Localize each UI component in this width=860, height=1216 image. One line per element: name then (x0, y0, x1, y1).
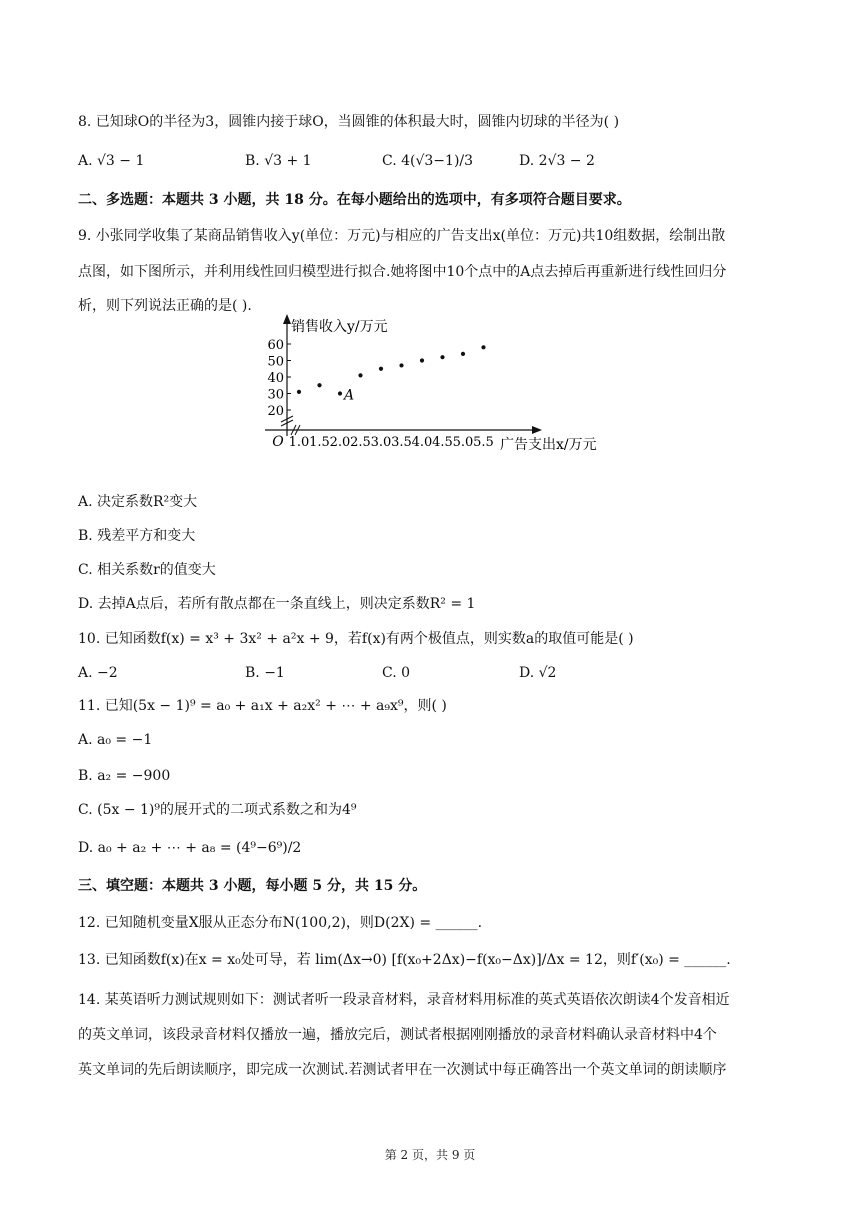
q14-line-1: 14. 某英语听力测试规则如下：测试者听一段录音材料，录音材料用标准的英式英语依次朗读4个发音相近 (78, 992, 730, 1008)
data-point (420, 358, 424, 362)
data-point (379, 367, 383, 371)
section-3-heading: 三、填空题：本题共 3 小题，每小题 5 分，共 15 分。 (78, 878, 427, 894)
q11-option-b: B. a₂ = −900 (78, 768, 171, 784)
q8-option-a: A. √3 − 1 (78, 153, 145, 169)
data-point (440, 355, 444, 359)
x-tick-label: 1.0 (288, 435, 310, 450)
data-point (317, 383, 321, 387)
q10-option-c: C. 0 (382, 665, 411, 681)
data-point (461, 352, 465, 356)
q9-stem-line-1: 9. 小张同学收集了某商品销售收入y(单位：万元)与相应的广告支出x(单位：万元)共10组数据，绘制出散 (78, 228, 726, 244)
q10-option-b: B. −1 (245, 665, 285, 681)
x-tick-label: 5.5 (473, 435, 494, 450)
q8-option-c: C. 4(√3−1)/3 (382, 153, 474, 169)
x-axis-label: 广告支出x/万元 (500, 437, 597, 452)
x-tick-label: 4.0 (411, 435, 433, 450)
q9-stem-line-2: 点图，如下图所示，并利用线性回归模型进行拟合.她将图中10个点中的A点去掉后再重新进行线性回归分 (78, 264, 727, 280)
x-tick-label: 2.5 (350, 435, 371, 450)
q9-option-c: C. 相关系数r的值变大 (78, 562, 216, 578)
q11-option-c: C. (5x − 1)⁹的展开式的二项式系数之和为4⁹ (78, 802, 357, 818)
scatter-chart (250, 312, 620, 452)
data-point (358, 373, 362, 377)
q8-stem: 8. 已知球O的半径为3，圆锥内接于球O，当圆锥的体积最大时，圆锥内切球的半径为( ) (78, 114, 620, 130)
y-axis-arrow (283, 314, 291, 324)
q9-stem-line-3: 析，则下列说法正确的是( ). (78, 298, 252, 314)
q11-option-a: A. a₀ = −1 (78, 732, 153, 748)
data-point (297, 390, 301, 394)
data-point (338, 391, 342, 395)
x-tick-label: 3.0 (370, 435, 392, 450)
origin-label: O (272, 434, 284, 450)
q8-option-b: B. √3 + 1 (245, 153, 312, 169)
q10-stem: 10. 已知函数f(x) = x³ + 3x² + a²x + 9，若f(x)有两个极值点，则实数a的取值可能是( ) (78, 631, 634, 647)
q13-stem: 13. 已知函数f(x)在x = x₀处可导，若 lim(Δx→0) [f(x₀+2Δx)−f(x₀−Δx)]/Δx = 12，则f′(x₀) = ______. (78, 952, 731, 968)
y-tick-label: 50 (267, 354, 284, 370)
y-tick-label: 30 (267, 387, 284, 403)
x-tick-label: 2.0 (329, 435, 351, 450)
q12-stem: 12. 已知随机变量X服从正态分布N(100,2)，则D(2X) = ______. (78, 915, 483, 931)
q8-option-d: D. 2√3 − 2 (519, 153, 595, 169)
q9-option-d: D. 去掉A点后，若所有散点都在一条直线上，则决定系数R² = 1 (78, 596, 476, 612)
q11-stem: 11. 已知(5x − 1)⁹ = a₀ + a₁x + a₂x² + ⋯ + a₉x⁹，则( ) (78, 698, 447, 714)
q8-options (78, 150, 778, 174)
data-point (399, 363, 403, 367)
x-tick-label: 5.0 (452, 435, 474, 450)
y-tick-label: 40 (267, 371, 284, 386)
q14-line-2: 的英文单词，该段录音材料仅播放一遍，播放完后，测试者根据刚刚播放的录音材料确认录音材料中4个 (78, 1027, 717, 1043)
y-tick-label: 60 (267, 338, 284, 353)
y-axis-label: 销售收入y/万元 (291, 319, 388, 335)
q14-line-3: 英文单词的先后朗读顺序，即完成一次测试.若测试者甲在一次测试中每正确答出一个英文单词的朗读顺序 (78, 1062, 727, 1078)
q9-option-b: B. 残差平方和变大 (78, 528, 196, 544)
x-axis-arrow (532, 426, 542, 434)
q9-option-a: A. 决定系数R²变大 (78, 494, 198, 510)
q10-options (78, 662, 778, 686)
data-point (481, 345, 485, 349)
point-label-a: A (344, 387, 355, 404)
section-2-heading: 二、多选题：本题共 3 小题，共 18 分。在每小题给出的选项中，有多项符合题目要求。 (78, 192, 631, 208)
x-tick-label: 4.5 (432, 435, 453, 450)
q10-option-d: D. √2 (519, 665, 557, 681)
page-footer: 第 2 页，共 9 页 (384, 1148, 476, 1162)
q10-option-a: A. −2 (78, 665, 118, 681)
x-tick-label: 3.5 (391, 435, 412, 450)
y-tick-label: 20 (267, 404, 284, 419)
q11-option-d: D. a₀ + a₂ + ⋯ + a₈ = (4⁹−6⁹)/2 (78, 840, 302, 856)
x-tick-label: 1.5 (309, 435, 330, 450)
